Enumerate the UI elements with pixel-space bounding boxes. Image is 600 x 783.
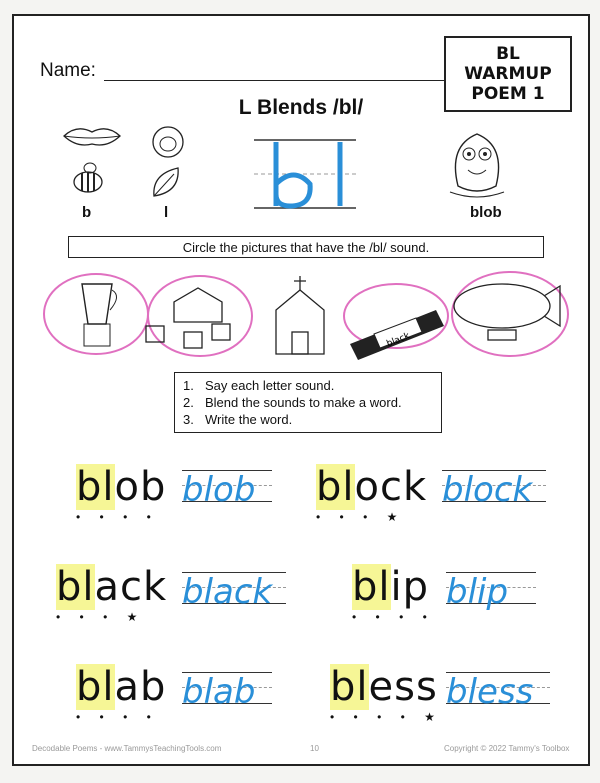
step-1: 1. Say each letter sound.	[183, 378, 335, 393]
word-blab: blab • • • •	[76, 664, 167, 724]
written-blab: blab	[182, 672, 256, 712]
name-line[interactable]	[104, 80, 444, 81]
letter-l: l	[164, 204, 169, 221]
badge-line-1: BL	[496, 44, 520, 64]
church-icon	[276, 276, 324, 354]
page-number: 10	[310, 744, 319, 753]
footer-right: Copyright © 2022 Tammy's Toolbox	[444, 744, 570, 753]
footer-left: Decodable Poems - www.TammysTeachingTools.com	[32, 744, 222, 753]
steps-box	[174, 372, 442, 433]
blocks-circle	[148, 276, 252, 356]
word-bless: bless • • • • ★	[330, 664, 443, 724]
word-blob: blob • • • •	[76, 464, 167, 524]
word-black: black • • • ★	[56, 564, 168, 624]
word-block: block • • • ★	[316, 464, 428, 524]
step-3: 3. Write the word.	[183, 412, 293, 427]
written-block: block	[442, 470, 533, 510]
badge-line-2: WARMUP	[464, 64, 552, 84]
crayon-icon	[350, 310, 444, 360]
letter-b: b	[82, 204, 92, 221]
blender-circle	[44, 274, 148, 354]
picture-row	[40, 266, 570, 362]
leaf-icon	[148, 164, 184, 200]
written-blob: blob	[182, 470, 256, 510]
monster-icon	[444, 126, 510, 198]
blend-tracing-box	[254, 134, 356, 214]
worksheet-page	[12, 14, 590, 766]
badge-line-3: POEM 1	[471, 84, 545, 104]
name-label: Name:	[40, 60, 96, 81]
bee-icon	[70, 162, 106, 194]
crayon-label: black	[385, 331, 412, 350]
written-blip: blip	[446, 572, 509, 612]
written-bless: bless	[446, 672, 534, 712]
circle-instruction: Circle the pictures that have the /bl/ sound.	[68, 236, 544, 258]
written-black: black	[182, 572, 273, 612]
page-title: L Blends /bl/	[238, 96, 364, 119]
blimp-icon	[454, 284, 560, 340]
example-word: blob	[470, 204, 502, 221]
mouth-icon	[150, 124, 186, 160]
word-blip: blip • • • •	[352, 564, 435, 624]
lips-icon	[62, 124, 122, 148]
step-2: 2. Blend the sounds to make a word.	[183, 395, 402, 410]
blender-icon	[82, 284, 117, 346]
